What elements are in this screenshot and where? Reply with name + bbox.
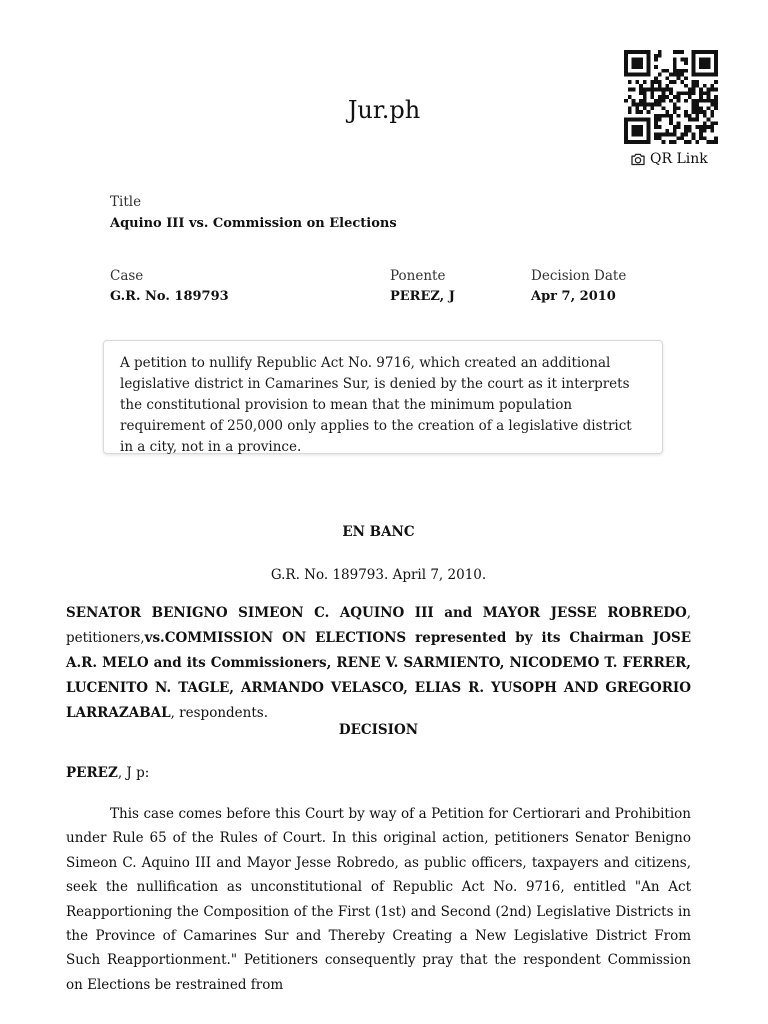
ponente-value: PEREZ, J xyxy=(390,289,455,304)
petitioners-suffix: , petitioners, xyxy=(66,605,691,646)
respondents-names: COMMISSION ON ELECTIONS represented by its Chairman JOSE A.R. MELO and its Commissioners, RENE V. SARMIENTO, NICODEMO T. FERRER, LUCENITO N. TAGLE, ARMANDO VELASCO, ELIAS R. YUSOPH AND GREGORIO LARRAZABAL xyxy=(66,630,691,721)
case-value: G.R. No. 189793 xyxy=(110,289,229,304)
title-value: Aquino III vs. Commission on Elections xyxy=(110,216,397,231)
title-label: Title xyxy=(110,194,142,210)
ponente-label: Ponente xyxy=(390,268,446,284)
parties-paragraph xyxy=(66,601,691,726)
petitioners-names: SENATOR BENIGNO SIMEON C. AQUINO III and MAYOR JESSE ROBREDO xyxy=(66,605,687,621)
versus-marker: vs. xyxy=(144,630,165,646)
decision-heading: DECISION xyxy=(338,722,419,738)
case-label: Case xyxy=(110,268,144,284)
site-title[interactable]: Jur.ph xyxy=(347,96,421,124)
case-summary: A petition to nullify Republic Act No. 9716, which created an additional legislative district in Camarines Sur, is denied by the court as it interprets the constitutional provision to mean that the minimum population requirement of 250,000 only applies to the creation of a legislative district in a city, not in a province. xyxy=(103,340,663,454)
qr-code-image[interactable] xyxy=(624,50,718,144)
qr-link-label: QR Link xyxy=(650,151,708,167)
gr-line: G.R. No. 189793. April 7, 2010. xyxy=(270,567,487,583)
camera-icon xyxy=(630,151,646,167)
qr-link[interactable] xyxy=(630,151,708,167)
respondents-suffix: , respondents. xyxy=(170,705,268,721)
ponente-name: PEREZ xyxy=(66,765,118,781)
decision-date-value: Apr 7, 2010 xyxy=(531,289,616,304)
ponente-suffix: , J p: xyxy=(117,765,150,781)
decision-body-paragraph: This case comes before this Court by way of a Petition for Certiorari and Prohibition under Rule 65 of the Rules of Court. In this original action, petitioners Senator Benigno Simeon C. Aquino III and Mayor Jesse Robredo, as public officers, taxpayers and citizens, seek the nullification as unconstitutional of Republic Act No. 9716, entitled "An Act Reapportioning the Composition of the First (1st) and Second (2nd) Legislative Districts in the Province of Camarines Sur and Thereby Creating a New Legislative District From Such Reapportionment." Petitioners consequently pray that the respondent Commission on Elections be restrained from xyxy=(66,806,691,993)
ponente-line xyxy=(66,765,691,781)
division-heading: EN BANC xyxy=(342,524,415,540)
decision-date-label: Decision Date xyxy=(531,268,627,284)
